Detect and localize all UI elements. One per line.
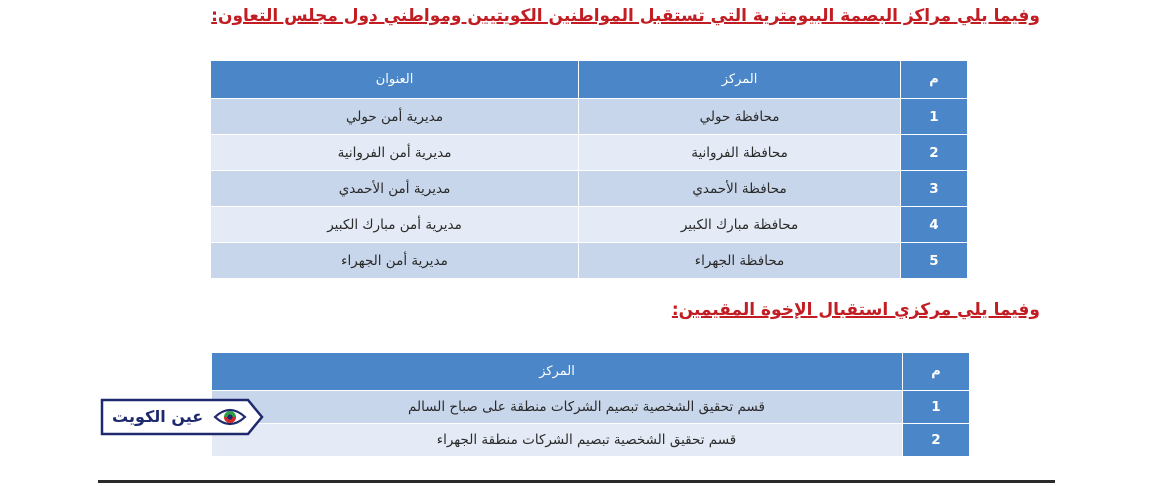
header-num: م	[901, 61, 968, 99]
row-center: محافظة حولي	[579, 99, 901, 135]
table-row	[211, 135, 968, 171]
table-row	[212, 424, 970, 457]
row-center: محافظة الأحمدي	[579, 171, 901, 207]
header-center: المركز	[579, 61, 901, 99]
ain-alkuwait-badge	[98, 396, 266, 438]
row-center: محافظة مبارك الكبير	[579, 207, 901, 243]
row-num: 2	[901, 135, 968, 171]
row-center: قسم تحقيق الشخصية تبصيم الشركات منطقة الجهراء	[212, 424, 903, 457]
header-center: المركز	[212, 353, 903, 391]
row-address: مديرية أمن مبارك الكبير	[211, 207, 579, 243]
row-center: قسم تحقيق الشخصية تبصيم الشركات منطقة على صباح السالم	[212, 391, 903, 424]
table-header-row	[212, 353, 970, 391]
citizens-centers-table	[210, 60, 968, 279]
badge-label: عين الكويت	[112, 407, 204, 426]
heading-citizens-centers: وفيما يلي مراكز البصمة البيومترية التي تستقبل المواطنين الكويتيين ومواطني دول مجلس التعاون:	[211, 6, 1040, 26]
row-num: 1	[903, 391, 970, 424]
row-address: مديرية أمن حولي	[211, 99, 579, 135]
row-num: 4	[901, 207, 968, 243]
row-address: مديرية أمن الجهراء	[211, 243, 579, 279]
header-address: العنوان	[211, 61, 579, 99]
table-header-row	[211, 61, 968, 99]
heading-residents-centers: وفيما يلي مركزي استقبال الإخوة المقيمين:	[671, 300, 1040, 320]
header-num: م	[903, 353, 970, 391]
table-row	[211, 171, 968, 207]
table-row	[211, 207, 968, 243]
row-num: 3	[901, 171, 968, 207]
table-row	[211, 99, 968, 135]
table-row	[212, 391, 970, 424]
row-num: 1	[901, 99, 968, 135]
row-center: محافظة الجهراء	[579, 243, 901, 279]
row-num: 5	[901, 243, 968, 279]
row-address: مديرية أمن الفروانية	[211, 135, 579, 171]
residents-centers-table	[211, 352, 970, 457]
row-num: 2	[903, 424, 970, 457]
row-center: محافظة الفروانية	[579, 135, 901, 171]
bottom-divider	[98, 480, 1055, 483]
table-row	[211, 243, 968, 279]
row-address: مديرية أمن الأحمدي	[211, 171, 579, 207]
